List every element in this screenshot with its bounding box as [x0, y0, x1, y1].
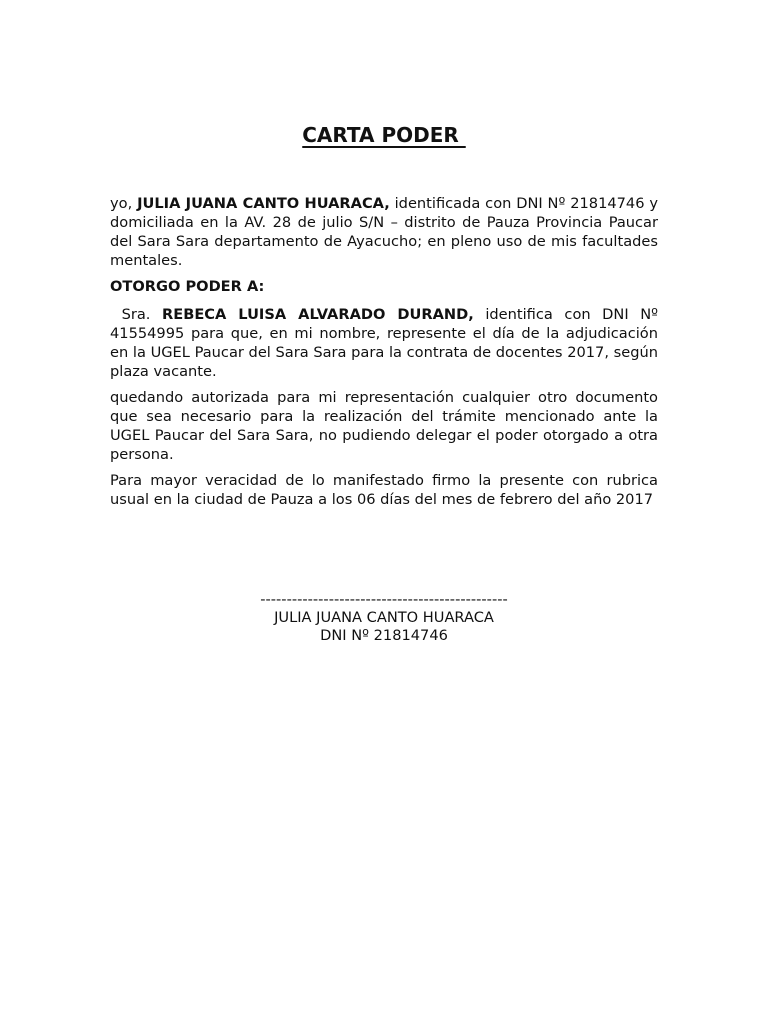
heading-otorgo-text: OTORGO PODER A:: [110, 278, 265, 295]
grantor-name: JULIA JUANA CANTO HUARACA,: [137, 195, 390, 212]
paragraph-grantee: [110, 305, 658, 381]
paragraph-grantee-prefix: Sra.: [110, 306, 162, 323]
paragraph-grantor: [110, 194, 658, 270]
heading-otorgo-poder: [110, 277, 658, 296]
signature-line: -----------------------------------------------: [260, 591, 508, 608]
paragraph-grantee-rest: identifica con DNI Nº 41554995 para que, en mi nombre, represente el día de la adjudicación en la UGEL Paucar del Sara Sara para la contrata de docentes 2017, según plaza vacante.: [110, 306, 659, 380]
document-title: [110, 122, 658, 148]
paragraph-grantor-prefix: yo,: [110, 195, 138, 212]
signature-dni: DNI Nº 21814746: [320, 627, 448, 644]
paragraph-authorization: quedando autorizada para mi representación cualquier otro documento que sea necesario para la realización del trámite mencionado ante la UGEL Paucar del Sara Sara, no pudiendo delegar el poder otorgado a otra persona.: [110, 389, 658, 463]
paragraph-closing: Para mayor veracidad de lo manifestado firmo la presente con rubrica usual en la ciudad de Pauza a los 06 días del mes de febrero del año 2017: [110, 472, 658, 508]
title-text: CARTA PODER: [302, 123, 466, 147]
signature-name: JULIA JUANA CANTO HUARACA: [274, 609, 494, 626]
grantee-name: REBECA LUISA ALVARADO DURAND,: [161, 306, 474, 323]
paragraph-grantor-rest: identificada con DNI Nº 21814746 y domiciliada en la AV. 28 de julio S/N – distrito de Pauza Provincia Paucar del Sara Sara departamento de Ayacucho; en pleno uso de mis facultades mentales.: [110, 195, 658, 269]
